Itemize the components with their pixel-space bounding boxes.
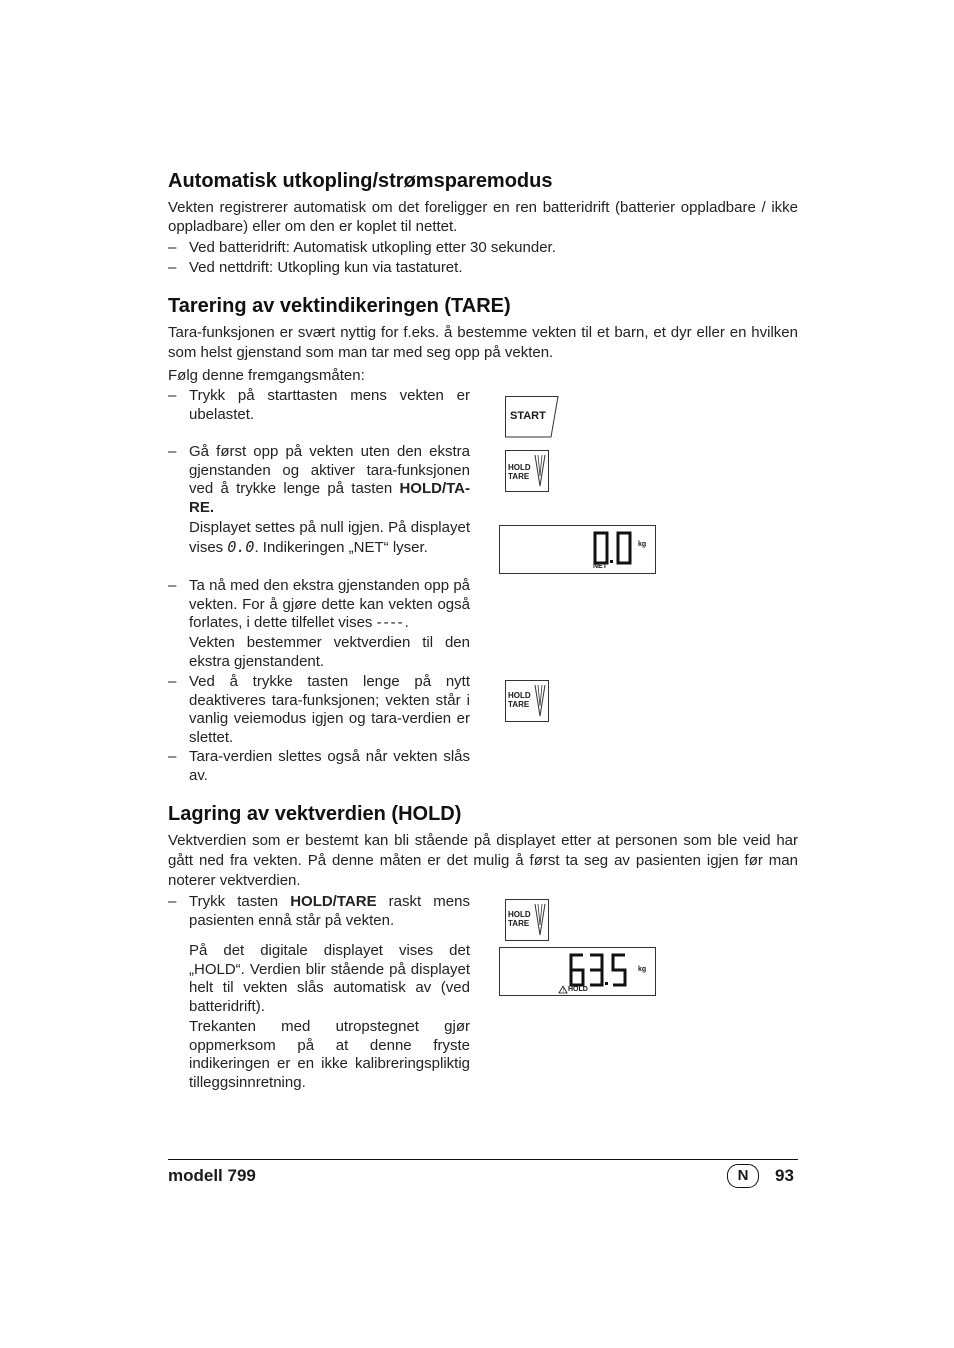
footer-model: modell 799 xyxy=(168,1166,256,1185)
tare-step-2: – Gå først opp på vekten uten den ekstra gjenstanden og aktiver tara-funksjonen ved å trykke lenge på tasten HOLD/TA-RE. xyxy=(168,443,470,516)
tare-step-3-note: Vekten bestemmer vektverdien til den ekstra gjenstandent. xyxy=(189,634,470,670)
key-wedge-icon xyxy=(534,684,546,718)
hold-tare-key-label: HOLD TARE xyxy=(508,691,531,709)
heading-tare: Tarering av vektindikeringen (TARE) xyxy=(168,295,511,317)
hold-tare-key-label: HOLD TARE xyxy=(508,463,531,481)
hold-unit: kg xyxy=(638,966,647,973)
start-key[interactable] xyxy=(505,396,557,436)
language-badge: N xyxy=(727,1164,759,1188)
tare-intro: Tara-funksjonen er svært nyttig for f.eks. å bestemme vekten til et barn, et dyr eller en hvilken som helst gjenstand som man tar med seg opp på vekten. xyxy=(168,324,798,361)
heading-hold: Lagring av vektverdien (HOLD) xyxy=(168,803,462,825)
tare-step-3: – Ta nå med den ekstra gjenstanden opp på vekten. For å gjøre dette kan vekten også forlates, i dette tilfellet vises ----. xyxy=(168,577,470,631)
hold-note-1: På det digitale displayet vises det „HOLD“. Verdien blir stående på displayet helt til vekten slås automatisk av (ved batteridrift). xyxy=(189,942,470,1015)
list-item: – Ved batteridrift: Automatisk utkopling etter 30 sekunder. xyxy=(168,239,556,256)
footer-rule xyxy=(168,1159,798,1160)
auto-intro: Vekten registrerer automatisk om det foreligger en ren batteridrift (batterier oppladbare / ikke oppladbare) eller om den er koplet til nettet. xyxy=(168,199,798,235)
hold-intro: Vektverdien som er bestemt kan bli stående på displayet etter at personen som ble veid har gått ned fra vekten. På denne måten er det mulig å først ta seg av pasienten igjen før man noterer vektverdien. xyxy=(168,832,798,889)
svg-text:!: ! xyxy=(562,988,565,994)
dashes-readout: ---- xyxy=(376,614,405,631)
net-display-digits xyxy=(500,526,655,573)
list-item: – Ved nettdrift: Utkopling kun via tastaturet. xyxy=(168,259,463,276)
tare-step-5: – Tara-verdien slettes også når vekten slås av. xyxy=(168,748,470,784)
hold-note-2: Trekanten med utropstegnet gjør oppmerksom på at denne fryste indikeringen er en ikke kalibreringspliktig tilleggsinnretning. xyxy=(189,1018,470,1091)
tare-step-2-note: Displayet settes på null igjen. På displayet vises 0.0. Indikeringen „NET“ lyser. xyxy=(189,519,470,556)
hold-display xyxy=(499,947,656,996)
start-key-label: START xyxy=(510,410,546,422)
heading-auto-shutoff: Automatisk utkopling/strømsparemodus xyxy=(168,170,553,192)
tare-step-4: – Ved å trykke tasten lenge på nytt deaktiveres tara-funksjonen; vekten står i vanlig veiemodus igjen og tara-verdien er slettet. xyxy=(168,673,470,746)
hold-tare-key-label: HOLD TARE xyxy=(508,910,531,928)
tare-procedure: Følg denne fremgangsmåten: xyxy=(168,367,365,384)
hold-tare-key[interactable] xyxy=(505,450,549,492)
hold-step-1: – Trykk tasten HOLD/TARE raskt mens pasienten ennå står på vekten. xyxy=(168,893,470,929)
key-wedge-icon xyxy=(534,903,546,937)
hold-indicator: HOLD xyxy=(568,986,588,993)
net-display xyxy=(499,525,656,574)
hold-tare-key[interactable] xyxy=(505,899,549,941)
hold-tare-key[interactable] xyxy=(505,680,549,722)
zero-readout: 0.0 xyxy=(227,537,255,556)
page-number: 93 xyxy=(775,1166,794,1185)
net-unit: kg xyxy=(638,541,647,548)
tare-step-1: – Trykk på starttasten mens vekten er ubelastet. xyxy=(168,387,470,423)
net-indicator: NET xyxy=(593,563,607,570)
key-wedge-icon xyxy=(534,454,546,488)
